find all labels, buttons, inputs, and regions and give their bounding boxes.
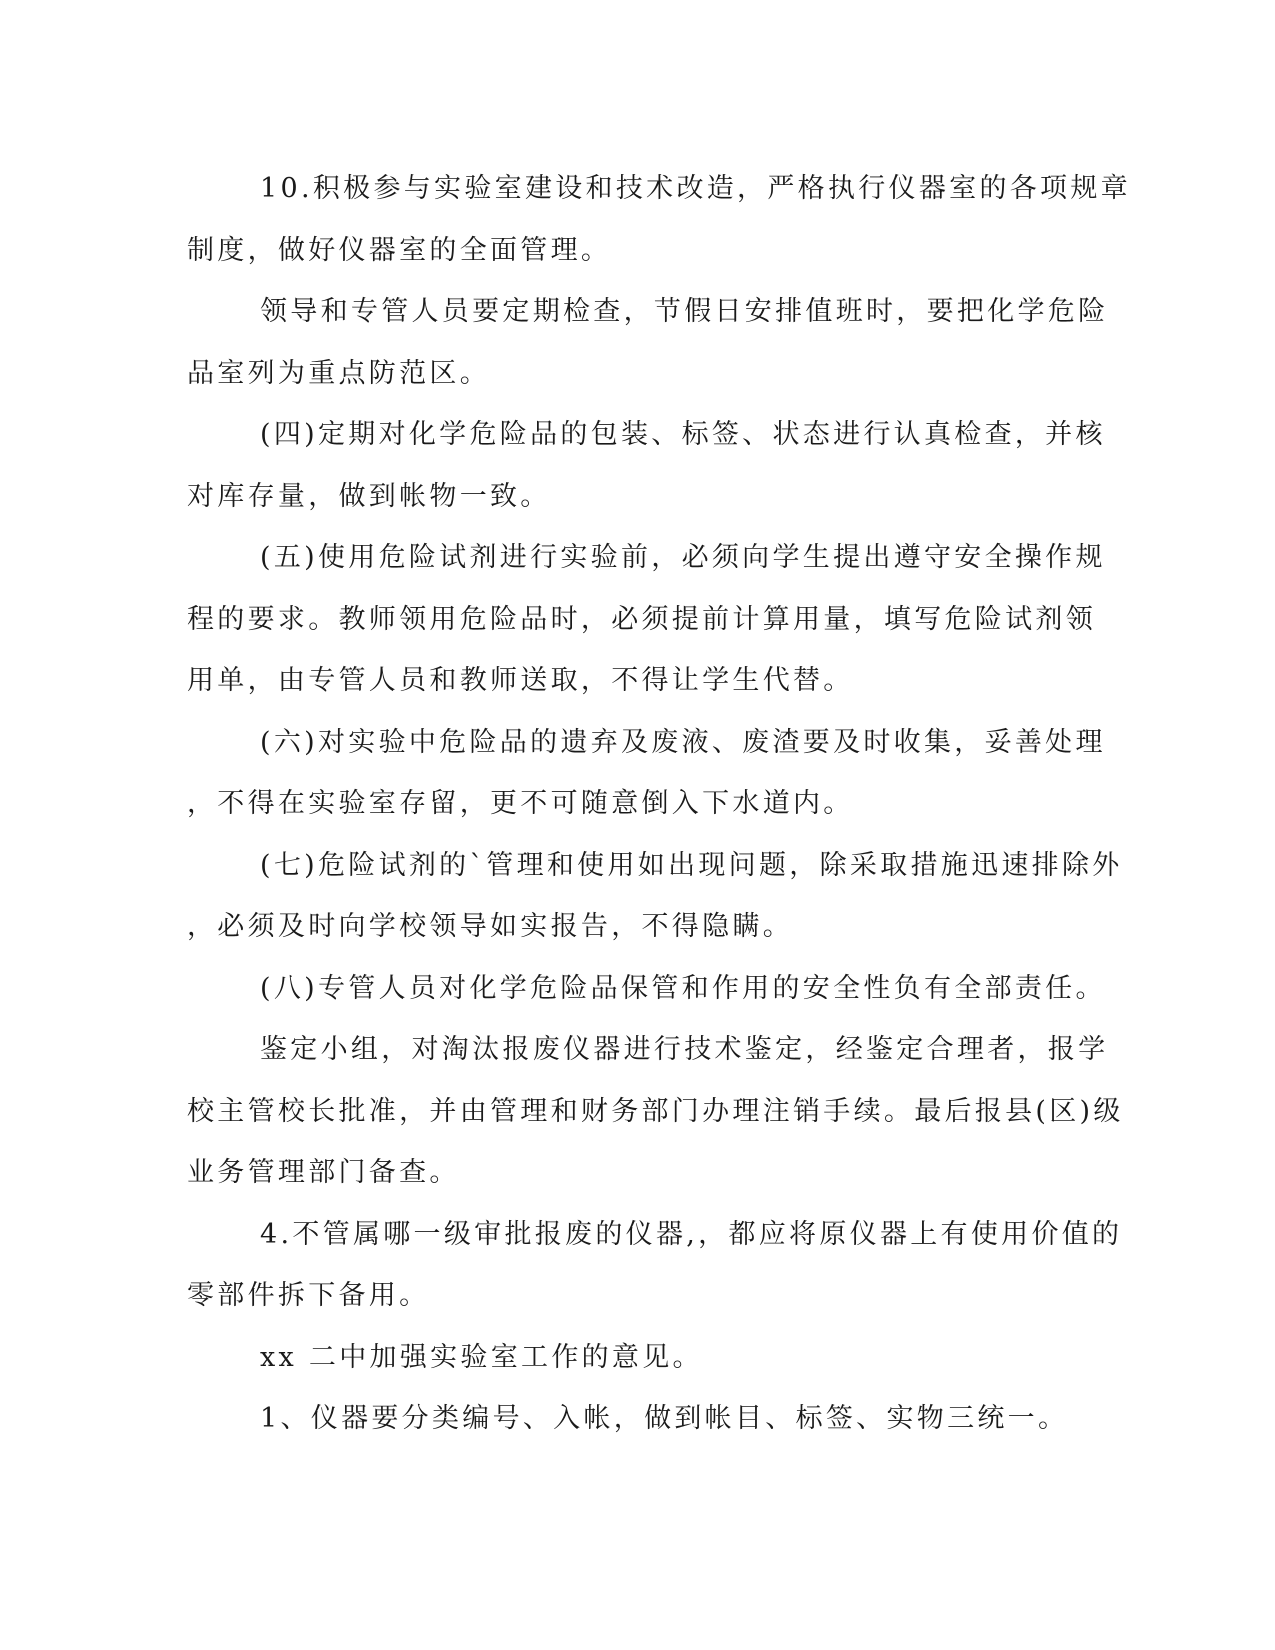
- text-line: ，不得在实验室存留，更不可随意倒入下水道内。: [187, 788, 854, 819]
- text-line: xx 二中加强实验室工作的意见。: [260, 1341, 703, 1373]
- paragraph: [187, 281, 1109, 404]
- text-line: 业务管理部门备查。: [187, 1157, 460, 1188]
- text-line: (七)危险试剂的`管理和使用如出现问题，除采取措施迅速排除外: [260, 849, 1123, 881]
- paragraph: [187, 958, 1106, 1020]
- paragraph: [187, 404, 1106, 527]
- paragraph: [187, 527, 1106, 712]
- text-line: 鉴定小组，对淘汰报废仪器进行技术鉴定，经鉴定合理者，报学: [260, 1034, 1109, 1065]
- text-line: 1、仪器要分类编号、入帐，做到帐目、标签、实物三统一。: [260, 1403, 1069, 1434]
- text-line: 10.积极参与实验室建设和技术改造，严格执行仪器室的各项规章: [260, 173, 1131, 204]
- text-line: 零部件拆下备用。: [187, 1280, 430, 1311]
- document-body: [187, 158, 1131, 1450]
- paragraph: [187, 1327, 1077, 1389]
- text-line: 校主管校长批准，并由管理和财务部门办理注销手续。最后报县(区)级: [187, 1095, 1124, 1127]
- text-line: 领导和专管人员要定期检查，节假日安排值班时，要把化学危险: [260, 296, 1109, 327]
- text-line: (六)对实验中危险品的遗弃及废液、废渣要及时收集，妥善处理: [260, 726, 1106, 758]
- paragraph: [187, 835, 1123, 958]
- paragraph: [187, 158, 1131, 281]
- paragraph: [187, 1204, 1123, 1327]
- text-line: 对库存量，做到帐物一致。: [187, 480, 551, 512]
- text-line: 4.不管属哪一级审批报废的仪器,，都应将原仪器上有使用价值的: [260, 1218, 1123, 1250]
- text-line: ，必须及时向学校领导如实报告，不得隐瞒。: [187, 911, 793, 942]
- text-line: 用单，由专管人员和教师送取，不得让学生代替。: [187, 665, 854, 696]
- text-line: 品室列为重点防范区。: [187, 357, 490, 389]
- text-line: 制度，做好仪器室的全面管理。: [187, 234, 612, 266]
- text-line: (四)定期对化学危险品的包装、标签、状态进行认真检查，并核: [260, 419, 1106, 450]
- text-line: (八)专管人员对化学危险品保管和作用的安全性负有全部责任。: [260, 972, 1106, 1004]
- paragraph: [187, 1019, 1124, 1204]
- text-line: 程的要求。教师领用危险品时，必须提前计算用量，填写危险试剂领: [187, 603, 1096, 635]
- paragraph: [187, 1388, 1077, 1450]
- paragraph: [187, 712, 1106, 835]
- text-line: (五)使用危险试剂进行实验前，必须向学生提出遵守安全操作规: [260, 542, 1106, 573]
